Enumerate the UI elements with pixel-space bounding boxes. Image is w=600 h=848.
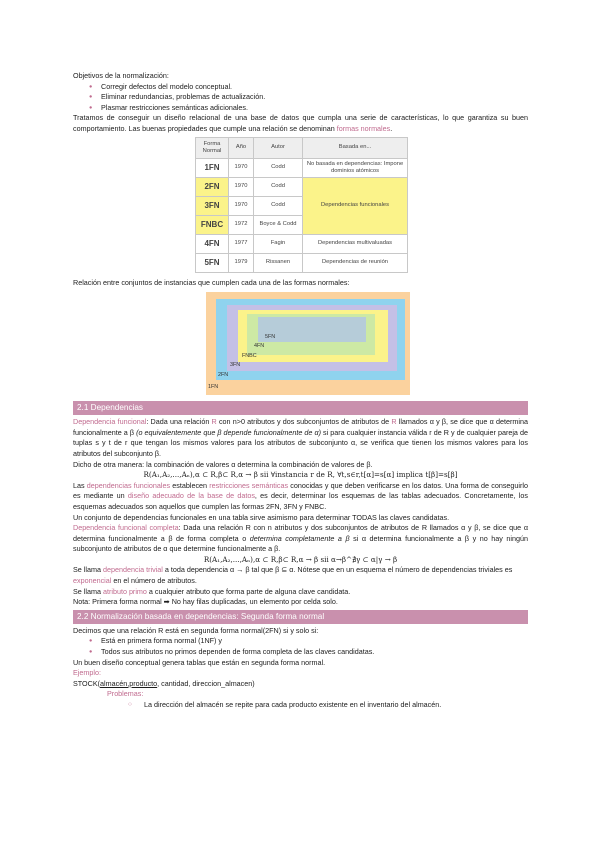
column-header: Forma Normal <box>196 137 229 158</box>
formula-functional-dependency: R(A₁,A₂,...,Aₙ),α ⊂ R,β⊂ R,α → β sii ∀instancia r de R, ∀t,s∈r,t[α]=s[α] implica t[β]=s[β] <box>143 470 458 480</box>
column-header: Autor <box>254 137 303 158</box>
paragraph: Decimos que una relación R está en segunda forma normal(2FN) si y solo si: <box>73 625 319 635</box>
basis-cell: Dependencias multivaluadas <box>303 234 408 253</box>
complete-dependency-definition: Dependencia funcional completa: Dada una relación R con n atributos y dos subconjuntos de atributos de R llamados α y β, se dice que α determina funcionalmente a β de forma completa o determina completamente a β si α determina funcionalmente a β y no hay ningún subconjunto de atributos de α que determine funcionalmente a β. <box>73 523 528 554</box>
table-row: 2FN 1970 Codd Dependencias funcionales <box>196 177 408 196</box>
problems-list <box>73 700 528 711</box>
normal-forms-nested-diagram <box>206 292 410 395</box>
table-row: 5FN 1979 Rissanen Dependencias de reunión <box>196 253 408 272</box>
paragraph: Dicho de otra manera: la combinación de valores α determina la combinación de valores de β. <box>73 459 373 469</box>
section-heading-2-2: 2.2 Normalización basada en dependencias: Segunda forma normal <box>73 610 528 624</box>
functional-dependency-definition: Dependencia funcional: Dada una relación R con n>0 atributos y dos subconjuntos de atributos de R llamados α y β, se dice que α determina funcionalmente a β (o equivalentemente que β depende funcionalmente de α) si para cualquier instancia válida r de R y de cualquier pareja de tuplas s y t de r que tengan los mismos valores para los atributos de subconjunto α, se verifica que tienen los mismos valores para los atributos del subconjunto β. <box>73 417 528 458</box>
diagram-label: 4FN <box>254 343 265 350</box>
paragraph: Se llama dependencia trivial a toda dependencia α → β tal que β ⊆ α. Nótese que en un esquema el número de dependencias triviales es exponencial en el número de atributos. <box>73 565 513 586</box>
formula-complete-dependency: R(A₁,A₂,...,Aₙ),α ⊂ R,β⊂ R,α → β sii α→β^∄γ ⊂ α|γ → β <box>203 554 398 564</box>
diagram-label: FNBC <box>242 353 257 360</box>
list-item: ● Todos sus atributos no primos dependen de forma completa de las claves candidatas. <box>89 647 528 658</box>
page-content <box>73 71 528 711</box>
table-row: 1FN 1970 Codd No basada en dependencias: Impone dominios atómicos <box>196 158 408 177</box>
table-row: 3FN 1970 Codd <box>196 196 408 215</box>
stock-schema: STOCK(almacén,producto, cantidad, direccion_almacen) <box>73 678 255 688</box>
normal-forms-term: formas normales <box>336 123 391 133</box>
list-item: ● Plasmar restricciones semánticas adicionales. <box>89 103 528 114</box>
basis-cell: Dependencias funcionales <box>303 177 408 234</box>
section-heading-2-1: 2.1 Dependencias <box>73 401 528 415</box>
list-item: ● Está en primera forma normal (1NF) y <box>89 636 528 647</box>
table-header-row <box>196 137 408 158</box>
intro-paragraph: Tratamos de conseguir un diseño relacional de una base de datos que cumpla una serie de características, lo que garantiza su buen comportamiento. Las buenas propiedades que cumple una relación se denominan formas normales. <box>73 113 528 133</box>
problems-label: Problemas: <box>107 689 144 699</box>
paragraph: Las dependencias funcionales establecen restricciones semánticas conocidas y que deben verificarse en los datos. Una forma de conseguirlo es mediante un diseño adecuado de la base de datos, es decir, determinar los esquemas de las tablas adecuados. Concretamente, los esquemas adecuados son aquellos que cumplen las formas 2FN, 3FN y FNBC. <box>73 480 528 511</box>
list-item: ○ La dirección del almacén se repite para cada producto existente en el inventario del almacén. <box>128 700 528 711</box>
diagram-label: 2FN <box>218 372 229 379</box>
basis-cell: Dependencias de reunión <box>303 253 408 272</box>
list-item: ● Eliminar redundancias, problemas de actualización. <box>89 92 528 103</box>
normal-forms-table <box>195 137 408 273</box>
diagram-label: 1FN <box>208 384 219 391</box>
column-header: Año <box>229 137 254 158</box>
diagram-label: 5FN <box>265 334 276 341</box>
table-row: 4FN 1977 Fagin Dependencias multivaluadas <box>196 234 408 253</box>
objectives-heading: Objetivos de la normalización: <box>73 71 169 80</box>
paragraph: Se llama atributo primo a cualquier atributo que forma parte de alguna clave candidata. <box>73 586 351 596</box>
normal-forms-table-wrap <box>195 137 408 273</box>
paragraph: Un conjunto de dependencias funcionales en una tabla sirve asimismo para determinar TODAS las claves candidatas. <box>73 512 450 522</box>
objectives-list <box>73 82 528 114</box>
diagram-label: 3FN <box>230 362 241 369</box>
relation-caption: Relación entre conjuntos de instancias que cumplen cada una de las formas normales: <box>73 277 350 287</box>
2fn-conditions-list <box>73 636 528 657</box>
example-label: Ejemplo: <box>73 668 101 678</box>
note-paragraph: Nota: Primera forma normal ➡ No hay filas duplicadas, un elemento por celda solo. <box>73 597 338 607</box>
paragraph: Un buen diseño conceptual genera tablas que están en segunda forma normal. <box>73 657 326 667</box>
list-item: ● Corregir defectos del modelo conceptual. <box>89 82 528 93</box>
basis-cell: No basada en dependencias: Impone dominios atómicos <box>303 158 408 177</box>
table-row: FNBC 1972 Boyce & Codd <box>196 215 408 234</box>
column-header: Basada en... <box>303 137 408 158</box>
